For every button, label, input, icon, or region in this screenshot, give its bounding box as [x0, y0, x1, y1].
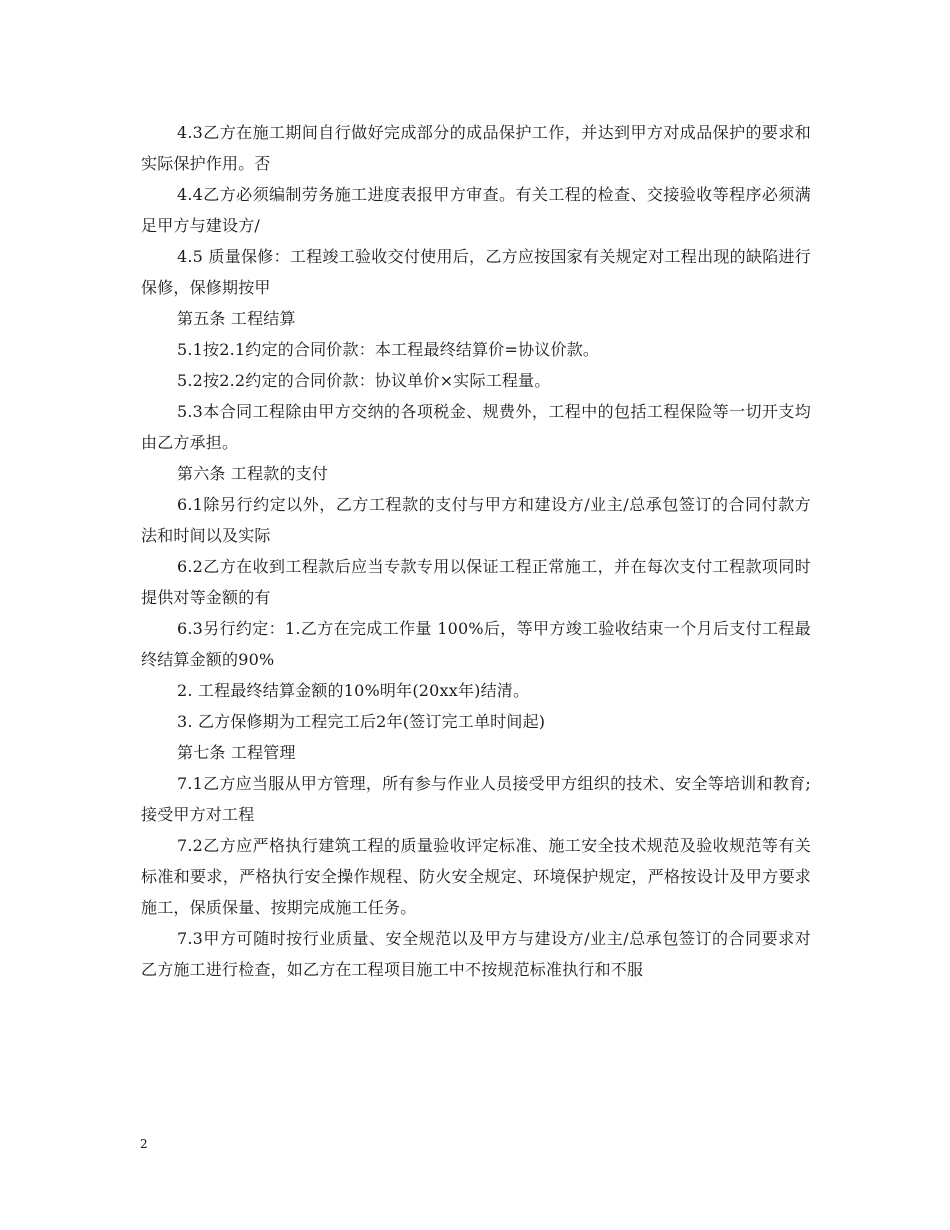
paragraph-5-2: 5.2按2.2约定的合同价款：协议单价×实际工程量。 [177, 371, 551, 390]
paragraph-6-3-item-2: 2. 工程最终结算金额的10%明年(20xx年)结清。 [177, 681, 530, 700]
paragraph-6-3: 6.3另行约定：1.乙方在完成工作量 100%后，等甲方竣工验收结束一个月后支付工程最终结算金额的90% [141, 619, 811, 669]
paragraph-6-2: 6.2乙方在收到工程款后应当专款专用以保证工程正常施工，并在每次支付工程款项同时提供对等金额的有 [141, 557, 811, 607]
paragraph-7-2: 7.2乙方应严格执行建筑工程的质量验收评定标准、施工安全技术规范及验收规范等有关标准和要求，严格执行安全操作规程、防火安全规定、环境保护规定，严格按设计及甲方要求施工，保质保量、按期完成施工任务。 [141, 836, 811, 917]
page-number: 2 [140, 1137, 148, 1151]
section-heading-6: 第六条 工程款的支付 [177, 464, 329, 483]
paragraph-7-1: 7.1乙方应当服从甲方管理，所有参与作业人员接受甲方组织的技术、安全等培训和教育;接受甲方对工程 [141, 774, 811, 824]
paragraph-7-3: 7.3甲方可随时按行业质量、安全规范以及甲方与建设方/业主/总承包签订的合同要求对乙方施工进行检查，如乙方在工程项目施工中不按规范标准执行和不服 [141, 929, 811, 979]
document-body [141, 117, 811, 985]
paragraph-5-3: 5.3本合同工程除由甲方交纳的各项税金、规费外，工程中的包括工程保险等一切开支均由乙方承担。 [141, 402, 811, 452]
paragraph-4-5: 4.5 质量保修：工程竣工验收交付使用后，乙方应按国家有关规定对工程出现的缺陷进行保修，保修期按甲 [141, 247, 811, 297]
section-heading-5: 第五条 工程结算 [177, 309, 296, 328]
paragraph-4-4: 4.4乙方必须编制劳务施工进度表报甲方审查。有关工程的检查、交接验收等程序必须满足甲方与建设方/ [141, 185, 811, 235]
section-heading-7: 第七条 工程管理 [177, 743, 296, 762]
paragraph-5-1: 5.1按2.1约定的合同价款：本工程最终结算价=协议价款。 [177, 340, 600, 359]
paragraph-6-3-item-3: 3. 乙方保修期为工程完工后2年(签订完工单时间起) [177, 712, 546, 731]
paragraph-4-3: 4.3乙方在施工期间自行做好完成部分的成品保护工作，并达到甲方对成品保护的要求和实际保护作用。否 [141, 123, 811, 173]
paragraph-6-1: 6.1除另行约定以外，乙方工程款的支付与甲方和建设方/业主/总承包签订的合同付款方法和时间以及实际 [141, 495, 811, 545]
